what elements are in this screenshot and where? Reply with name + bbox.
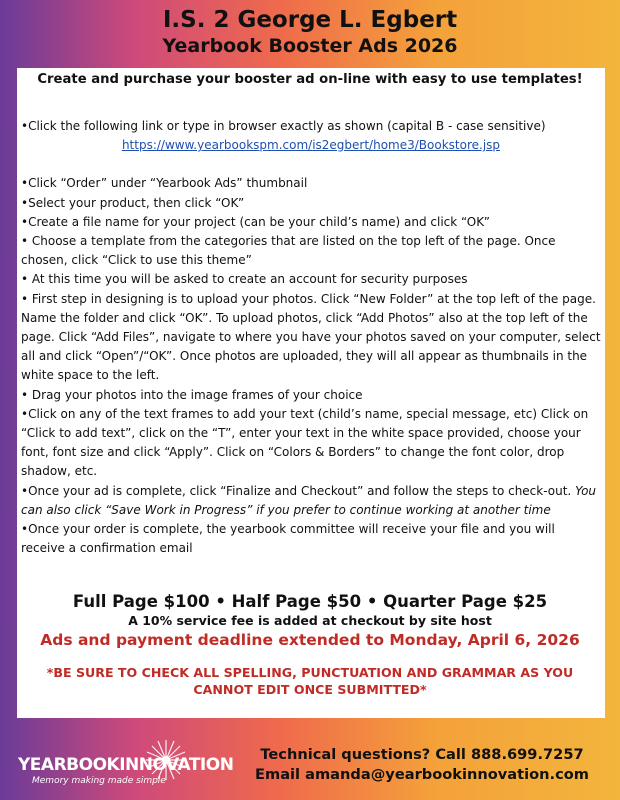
step-item: •Select your product, then click “OK” [21,195,245,210]
footer [0,722,620,800]
service-fee-note: A 10% service fee is added at checkout by site host [128,613,492,628]
final-step: •Once your order is complete, the yearbook committee will receive your file and you will receive a confirmation email [21,522,555,556]
page-title: Yearbook Booster Ads 2026 [162,35,458,57]
spacer [21,155,601,174]
bookstore-link[interactable]: https://www.yearbookspm.com/is2egbert/home3/Bookstore.jsp [121,138,501,153]
contact-info [232,745,612,785]
checkout-note: You can also click “Save Work in Progress” if you prefer to continue working at another time [21,483,597,517]
pricing-line: Full Page $100 • Half Page $50 • Quarter Page $25 [72,592,548,611]
page-header [0,0,620,68]
logo-slogan: Memory making made simple [32,776,166,786]
step-item: •Create a file name for your project (can be your child’s name) and click “OK” [21,214,490,229]
warning-notice: *BE SURE TO CHECK ALL SPELLING, PUNCTUATION AND GRAMMAR AS YOU CANNOT EDIT ONCE SUBMITTED* [46,665,574,697]
intro-text: •Click the following link or type in browser exactly as shown (capital B - case sensitive) [21,119,546,133]
step-item: • Drag your photos into the image frames of your choice [21,387,363,402]
step-item: • First step in designing is to upload your photos. Click “New Folder” at the top left of the page. Name the folder and click “OK”. To upload photos, click “Add Photos” also at the top left of the page. Click “Add Files”, navigate to where you have your photos saved on your computer, select all and click “Open”/“OK”. Once photos are uploaded, they will all appear as thumbnails in the white space to the left. [21,291,601,383]
school-name: I.S. 2 George L. Egbert [162,7,458,33]
logo-word-1: YEARBOOK [18,755,120,775]
yearbook-innovation-logo [18,744,234,794]
checkout-step [21,482,601,520]
deadline-notice: Ads and payment deadline extended to Monday, April 6, 2026 [40,631,580,649]
step-item: •Click on any of the text frames to add your text (child’s name, special message, etc) Click on “Click to add text”, click on the “T”, enter your text in the white space provided, choose your font, font size and click “Apply”. Click on “Colors & Borders” to change the font color, drop shadow, etc. [21,406,589,479]
email-line: Email amanda@yearbookinnovation.com [255,766,589,783]
step-item: • Choose a template from the categories that are listed on the top left of the page. Once chosen, click “Click to use this theme” [21,234,556,268]
instructions [21,117,601,558]
logo-word-2: INNOVATION [119,755,234,775]
step-item: •Click “Order” under “Yearbook Ads” thumbnail [21,176,308,191]
logo-wordmark [18,755,233,775]
checkout-text: •Once your ad is complete, click “Finalize and Checkout” and follow the steps to check-out. [21,483,572,498]
phone-line: Technical questions? Call 888.699.7257 [260,746,584,763]
step-item: • At this time you will be asked to create an account for security purposes [21,272,468,287]
tagline: Create and purchase your booster ad on-line with easy to use templates! [37,72,583,87]
